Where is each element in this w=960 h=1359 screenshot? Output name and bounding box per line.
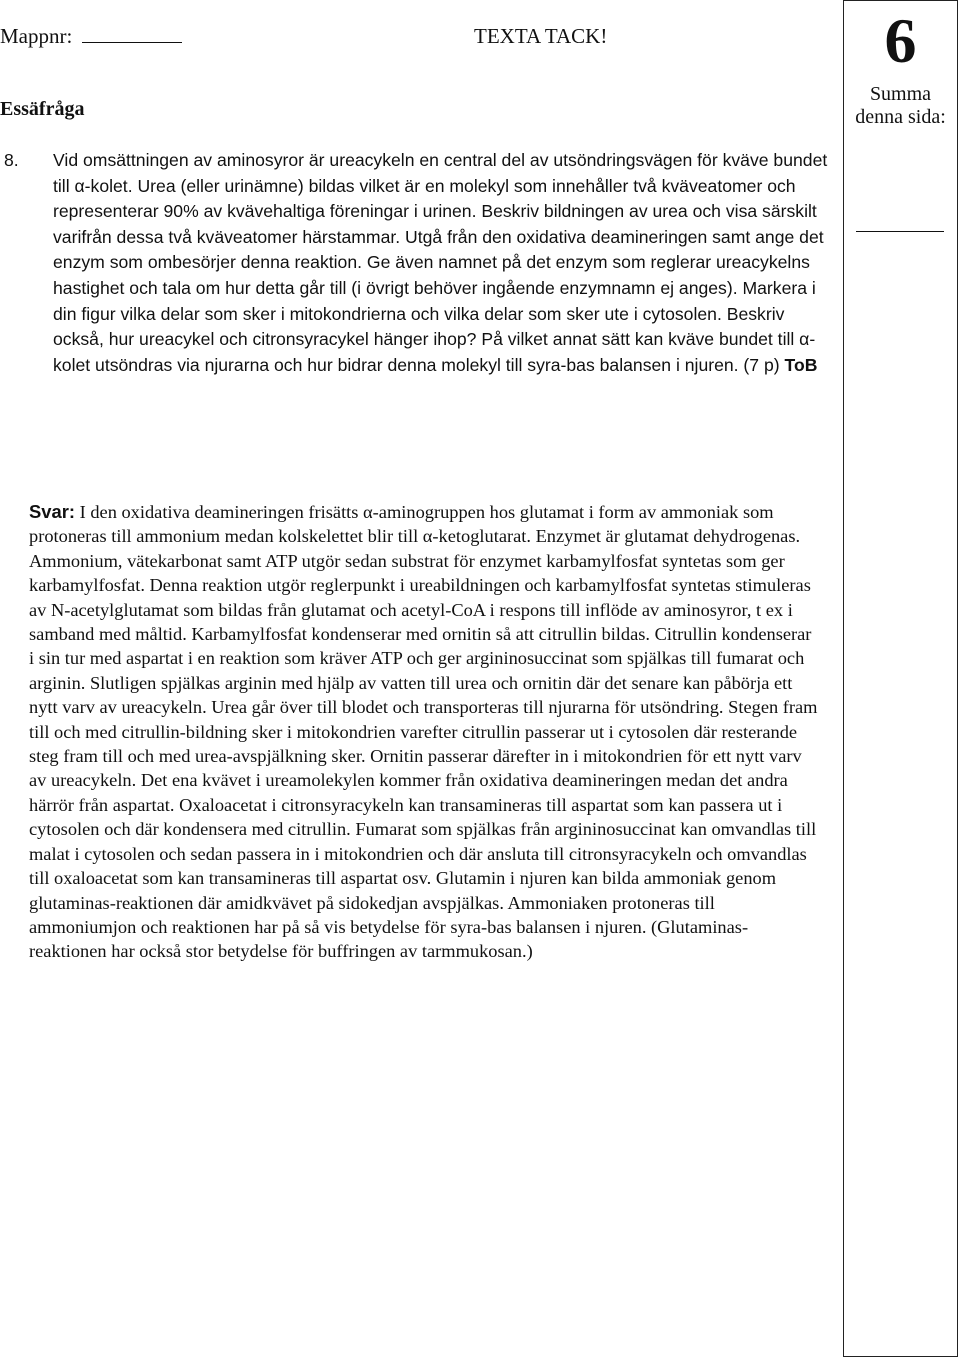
mappnr-label: Mappnr: xyxy=(0,24,73,48)
question-author: ToB xyxy=(784,354,818,375)
summa-label: Summa denna sida: xyxy=(855,83,946,128)
answer-block xyxy=(29,500,819,964)
question-body: Vid omsättningen av aminosyror är ureacykeln en central del av utsöndringsvägen för kväve bundet till α-kolet. Urea (eller urinämne) bildas vilket är en molekyl som innehåller två kväveatomer och representerar 90% av kvävehaltiga föreningar i urinen. Beskriv bildningen av urea och visa särskilt varifrån dessa två kväveatomer härstammar. Utgå från den oxidativa deamineringen samt ange det enzym som ombesörjer denna reaktion. Ge även namnet på det enzym som reglerar ureacykelns hastighet och tala om hur detta går till (i övrigt behöver ingående enzymnamn ej anges). Markera i din figur vilka delar som sker i mitokondrierna och vilka delar som sker ute i cytosolen. Beskriv också, hur ureacykel och citronsyracykel hänger ihop? På vilket annat sätt kan kväve bundet till α-kolet utsöndras via njurarna och hur bidrar denna molekyl till syra-bas balansen i njuren. (7 p) xyxy=(53,150,828,375)
section-title: Essäfråga xyxy=(0,98,85,120)
mappnr-field xyxy=(0,24,182,49)
question-block xyxy=(4,148,834,378)
mappnr-blank-line xyxy=(82,40,182,43)
page-number: 6 xyxy=(884,5,917,76)
summa-blank-line xyxy=(856,231,944,232)
answer-text: I den oxidativa deamineringen frisätts α-aminogruppen hos glutamat i form av ammoniak som protoneras till ammonium medan kolskelettet blir till α-ketoglutarat. Enzymet är glutamat dehydrogenas. Ammonium, vätekarbonat samt ATP utgör sedan substrat för enzymet karbamylfosfat syntetas som ger karbamylfosfat. Denna reaktion utgör reglerpunkt i ureabildningen och karbamylfosfat syntetas stimuleras av N-acetylglutamat som bildas från glutamat och acetyl-CoA i respons till inflöde av aminosyror, t ex i samband med måltid. Karbamylfosfat kondenserar med ornitin så att citrullin bildas. Citrullin kondenserar i sin tur med aspartat i en reaktion som kräver ATP och ger argininosuccinat som spjälkas till fumarat och arginin. Slutligen spjälkas arginin med hjälp av vatten till urea och ornitin där det senare kan påbörja ett nytt varv av ureacykeln. Urea går över till blodet och transporteras till njurarna för utsöndring. Stegen fram till och med citrullin-bildning sker i mitokondrien varefter citrullin passerar ut i cytosolen där resterande steg fram till och med urea-avspjälkning sker. Ornitin passerar därefter in i mitokondrien för ett nytt varv av ureacykeln. Det ena kvävet i ureamolekylen kommer från oxidativa deamineringen medan det andra härrör från aspartat. Oxaloacetat i citronsyracykeln kan transamineras till aspartat som kan passera ut i cytosolen och där kondensera med citrullin. Fumarat som spjälkas från argininosuccinat kan omvandlas till malat i cytosolen och sedan passera in i mitokondrien och där ansluta till citronsyracykeln och omvandlas till oxaloacetat som kan transamineras till aspartat osv. Glutamin i njuren kan bilda ammoniak genom glutaminas-reaktionen där amidkvävet på sidokedjan avspjälkas. Ammoniaken protoneras till ammoniumjon och reaktionen har på så vis betydelse för syra-bas balansen i njuren. (Glutaminas-reaktionen har också stor betydelse för buffringen av tarmmukosan.) xyxy=(29,502,818,962)
texta-tack-notice: TEXTA TACK! xyxy=(474,24,608,48)
page-header xyxy=(0,24,840,54)
question-text xyxy=(53,148,834,378)
score-sidebar xyxy=(843,0,958,1357)
question-number: 8. xyxy=(4,150,19,170)
answer-label: Svar: xyxy=(29,501,76,522)
